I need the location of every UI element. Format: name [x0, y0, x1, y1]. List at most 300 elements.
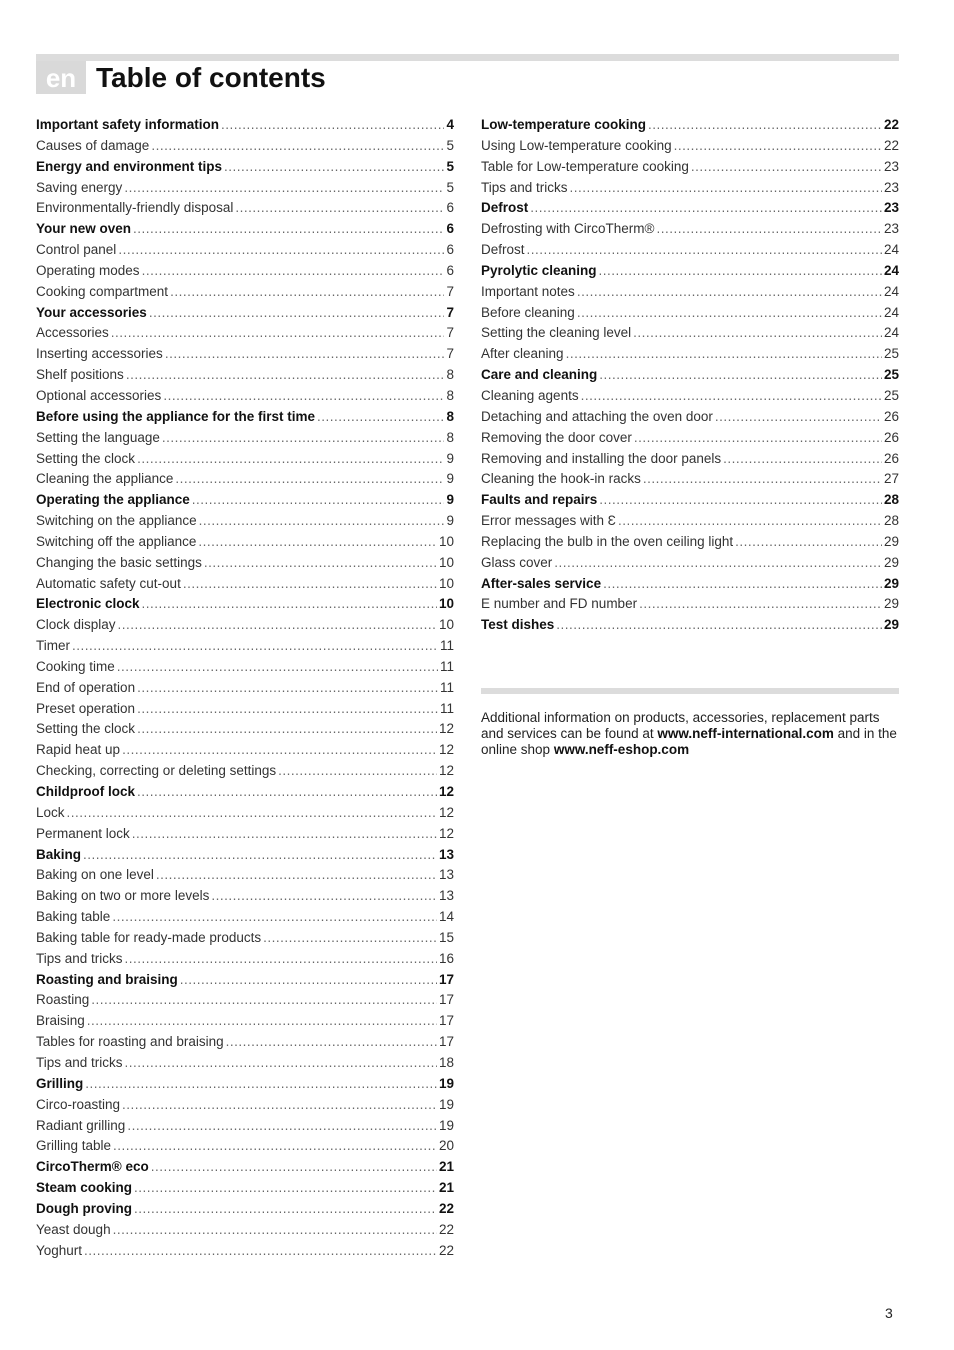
toc-entry-page: 29: [883, 554, 899, 570]
toc-entry[interactable]: [36, 1032, 454, 1053]
toc-entry-page: 10: [438, 533, 454, 549]
toc-dot-leader: [72, 636, 438, 657]
toc-dot-leader: [723, 449, 882, 470]
toc-entry-page: 23: [883, 221, 899, 237]
toc-entry-title: Baking: [36, 846, 82, 862]
toc-entry[interactable]: [481, 386, 899, 407]
toc-entry-title: Switching off the appliance: [36, 533, 197, 549]
toc-entry[interactable]: [36, 365, 454, 386]
toc-entry-page: 21: [438, 1180, 454, 1196]
toc-dot-leader: [577, 282, 882, 303]
toc-entry[interactable]: [481, 532, 899, 553]
toc-entry-title: Lock: [36, 804, 65, 820]
toc-dot-leader: [137, 782, 437, 803]
toc-entry-page: 8: [446, 429, 454, 445]
toc-entry-title: Electronic clock: [36, 596, 140, 612]
toc-dot-leader: [111, 323, 445, 344]
toc-entry-title: Cooking compartment: [36, 283, 169, 299]
toc-dot-leader: [715, 407, 882, 428]
page-number: 3: [885, 1305, 893, 1321]
toc-entry[interactable]: [36, 1241, 454, 1262]
toc-entry-page: 12: [438, 825, 454, 841]
toc-entry[interactable]: [36, 719, 454, 740]
toc-entry-title: Removing the door cover: [481, 429, 632, 445]
toc-entry-page: 8: [446, 408, 454, 424]
toc-entry-title: Operating modes: [36, 262, 140, 278]
section-divider: [481, 688, 899, 694]
toc-dot-leader: [151, 1157, 437, 1178]
toc-entry[interactable]: [36, 949, 454, 970]
toc-dot-leader: [67, 803, 437, 824]
toc-entry-page: 24: [883, 242, 899, 258]
toc-entry-title: Shelf positions: [36, 367, 124, 383]
toc-entry[interactable]: [481, 553, 899, 574]
toc-entry-title: Steam cooking: [36, 1180, 133, 1196]
toc-entry[interactable]: [36, 865, 454, 886]
toc-entry-page: 22: [438, 1242, 454, 1258]
toc-dot-leader: [113, 1220, 437, 1241]
toc-entry-title: Yeast dough: [36, 1221, 111, 1237]
toc-dot-leader: [124, 178, 444, 199]
toc-entry[interactable]: [36, 1011, 454, 1032]
toc-entry-title: Timer: [36, 638, 70, 654]
toc-entry-page: 17: [438, 1013, 454, 1029]
toc-left-column: [36, 115, 454, 1261]
toc-entry[interactable]: [36, 282, 454, 303]
toc-entry-page: 19: [438, 1075, 454, 1091]
toc-entry-page: 24: [883, 283, 899, 299]
toc-entry[interactable]: [36, 657, 454, 678]
toc-entry[interactable]: [481, 428, 899, 449]
toc-entry-page: 12: [438, 742, 454, 758]
toc-entry[interactable]: [36, 699, 454, 720]
toc-dot-leader: [137, 719, 437, 740]
toc-entry-page: 5: [446, 158, 454, 174]
toc-entry-page: 13: [438, 846, 454, 862]
toc-dot-leader: [83, 845, 437, 866]
toc-entry-title: Before cleaning: [481, 304, 575, 320]
toc-entry-page: 9: [446, 450, 454, 466]
toc-dot-leader: [170, 282, 444, 303]
toc-entry-title: Environmentally-friendly disposal: [36, 200, 234, 216]
toc-dot-leader: [224, 157, 444, 178]
toc-entry[interactable]: [36, 907, 454, 928]
toc-entry[interactable]: [481, 344, 899, 365]
toc-dot-leader: [639, 594, 882, 615]
toc-entry-page: 29: [883, 596, 899, 612]
toc-dot-leader: [151, 136, 444, 157]
toc-entry-title: Important notes: [481, 283, 575, 299]
toc-dot-leader: [84, 1241, 437, 1262]
toc-dot-leader: [165, 344, 445, 365]
toc-entry-title: Yoghurt: [36, 1242, 83, 1258]
toc-entry-page: 20: [438, 1138, 454, 1154]
toc-entry[interactable]: [36, 511, 454, 532]
toc-entry-page: 15: [438, 929, 454, 945]
toc-entry-page: 19: [438, 1096, 454, 1112]
toc-entry[interactable]: [36, 219, 454, 240]
toc-entry[interactable]: [481, 115, 899, 136]
toc-entry-title: Operating the appliance: [36, 492, 190, 508]
toc-entry-title: Detaching and attaching the oven door: [481, 408, 713, 424]
toc-dot-leader: [137, 678, 438, 699]
toc-entry[interactable]: [481, 574, 899, 595]
toc-entry[interactable]: [36, 157, 454, 178]
toc-entry-page: 7: [446, 283, 454, 299]
toc-dot-leader: [199, 511, 445, 532]
toc-entry[interactable]: [481, 407, 899, 428]
toc-dot-leader: [118, 615, 437, 636]
toc-entry-page: 6: [446, 262, 454, 278]
toc-dot-leader: [211, 886, 437, 907]
toc-entry-page: 26: [883, 408, 899, 424]
toc-entry[interactable]: [481, 136, 899, 157]
toc-entry-title: Replacing the bulb in the oven ceiling light: [481, 533, 734, 549]
toc-entry[interactable]: [36, 449, 454, 470]
toc-dot-leader: [643, 469, 882, 490]
toc-dot-leader: [180, 970, 437, 991]
toc-entry-page: 8: [446, 387, 454, 403]
additional-info: [481, 710, 899, 758]
toc-entry-page: 23: [883, 158, 899, 174]
toc-dot-leader: [618, 511, 882, 532]
toc-entry[interactable]: [36, 178, 454, 199]
toc-entry[interactable]: [36, 803, 454, 824]
toc-entry[interactable]: [36, 1178, 454, 1199]
toc-dot-leader: [556, 615, 882, 636]
toc-entry[interactable]: [36, 824, 454, 845]
toc-entry[interactable]: [481, 594, 899, 615]
toc-entry[interactable]: [36, 761, 454, 782]
toc-entry-title: Energy and environment tips: [36, 158, 223, 174]
toc-dot-leader: [142, 261, 445, 282]
toc-entry-title: Setting the language: [36, 429, 160, 445]
toc-entry[interactable]: [36, 344, 454, 365]
toc-entry[interactable]: [36, 136, 454, 157]
info-link-international[interactable]: www.neff-international.com: [657, 726, 834, 741]
toc-dot-leader: [648, 115, 882, 136]
toc-entry-title: Defrosting with CircoTherm®: [481, 221, 655, 237]
toc-entry-title: Test dishes: [481, 617, 555, 633]
toc-entry[interactable]: [36, 782, 454, 803]
toc-entry-title: Control panel: [36, 242, 117, 258]
toc-entry[interactable]: [481, 323, 899, 344]
toc-dot-leader: [527, 240, 882, 261]
toc-entry-page: 23: [883, 200, 899, 216]
toc-entry-page: 14: [438, 909, 454, 925]
toc-entry-title: Cooking time: [36, 658, 115, 674]
toc-entry-title: Grilling table: [36, 1138, 112, 1154]
toc-entry[interactable]: [36, 303, 454, 324]
toc-dot-leader: [192, 490, 445, 511]
toc-entry-page: 21: [438, 1159, 454, 1175]
toc-entry-title: E number and FD number: [481, 596, 638, 612]
toc-entry[interactable]: [36, 115, 454, 136]
toc-entry[interactable]: [36, 1136, 454, 1157]
toc-dot-leader: [657, 219, 882, 240]
toc-entry-title: Defrost: [481, 200, 529, 216]
toc-entry[interactable]: [36, 845, 454, 866]
toc-dot-leader: [221, 115, 444, 136]
toc-entry[interactable]: [36, 407, 454, 428]
toc-entry[interactable]: [36, 970, 454, 991]
info-link-eshop[interactable]: www.neff-eshop.com: [553, 742, 690, 757]
toc-dot-leader: [204, 553, 437, 574]
toc-dot-leader: [137, 699, 438, 720]
toc-entry-page: 26: [883, 429, 899, 445]
toc-entry-title: CircoTherm® eco: [36, 1159, 149, 1175]
toc-entry-title: Radiant grilling: [36, 1117, 126, 1133]
toc-dot-leader: [117, 657, 438, 678]
toc-entry[interactable]: [36, 1220, 454, 1241]
toc-entry[interactable]: [481, 449, 899, 470]
toc-dot-leader: [122, 1095, 437, 1116]
toc-entry[interactable]: [36, 740, 454, 761]
toc-entry-page: 24: [883, 325, 899, 341]
toc-entry[interactable]: [481, 365, 899, 386]
toc-entry[interactable]: [481, 219, 899, 240]
toc-dot-leader: [156, 865, 437, 886]
toc-entry[interactable]: [36, 928, 454, 949]
toc-entry-title: Clock display: [36, 617, 116, 633]
toc-entry-page: 7: [446, 325, 454, 341]
toc-entry-page: 28: [883, 492, 899, 508]
toc-entry-title: Cleaning the appliance: [36, 471, 174, 487]
toc-dot-leader: [149, 303, 445, 324]
toc-entry[interactable]: [36, 261, 454, 282]
toc-entry[interactable]: [36, 990, 454, 1011]
toc-entry-title: Using Low-temperature cooking: [481, 137, 672, 153]
toc-entry-page: 10: [438, 596, 454, 612]
toc-entry[interactable]: [36, 428, 454, 449]
toc-entry-page: 10: [438, 575, 454, 591]
toc-entry-page: 23: [883, 179, 899, 195]
toc-entry[interactable]: [36, 886, 454, 907]
toc-entry-page: 17: [438, 1034, 454, 1050]
toc-entry[interactable]: [481, 282, 899, 303]
toc-entry[interactable]: [481, 178, 899, 199]
toc-dot-leader: [118, 240, 444, 261]
toc-dot-leader: [162, 428, 445, 449]
toc-entry-page: 29: [883, 533, 899, 549]
toc-entry-title: Tips and tricks: [36, 1054, 123, 1070]
toc-entry-page: 11: [439, 679, 454, 695]
toc-entry[interactable]: [36, 1095, 454, 1116]
toc-dot-leader: [163, 386, 444, 407]
toc-dot-leader: [112, 907, 437, 928]
toc-entry-page: 28: [883, 513, 899, 529]
toc-dot-leader: [175, 469, 444, 490]
toc-dot-leader: [183, 574, 437, 595]
toc-entry-page: 22: [438, 1221, 454, 1237]
info-text-1: Additional information on products, accessories, replacement parts and services can be found at: [481, 710, 880, 741]
toc-dot-leader: [122, 740, 437, 761]
toc-entry-title: Checking, correcting or deleting settings: [36, 763, 277, 779]
toc-entry[interactable]: [36, 240, 454, 261]
toc-entry-title: Cleaning the hook-in racks: [481, 471, 641, 487]
toc-entry-page: 7: [446, 304, 454, 320]
toc-dot-leader: [263, 928, 437, 949]
toc-entry-page: 22: [883, 117, 899, 132]
toc-entry-title: Pyrolytic cleaning: [481, 262, 597, 278]
toc-entry-title: Automatic safety cut-out: [36, 575, 181, 591]
toc-entry[interactable]: [481, 157, 899, 178]
toc-dot-leader: [113, 1136, 437, 1157]
toc-entry[interactable]: [36, 469, 454, 490]
toc-entry-title: End of operation: [36, 679, 136, 695]
toc-entry-title: Removing and installing the door panels: [481, 450, 722, 466]
toc-dot-leader: [126, 365, 445, 386]
toc-dot-leader: [87, 1011, 437, 1032]
toc-entry-page: 25: [883, 346, 899, 362]
toc-entry-title: Inserting accessories: [36, 346, 163, 362]
toc-dot-leader: [634, 428, 882, 449]
toc-entry-page: 4: [446, 117, 454, 132]
toc-entry[interactable]: [481, 511, 899, 532]
toc-entry-page: 16: [438, 950, 454, 966]
toc-entry-title: Roasting and braising: [36, 971, 178, 987]
toc-entry-title: Cleaning agents: [481, 387, 579, 403]
toc-entry-title: Glass cover: [481, 554, 553, 570]
toc-entry[interactable]: [36, 1074, 454, 1095]
toc-dot-leader: [603, 574, 882, 595]
toc-entry-page: 18: [438, 1054, 454, 1070]
toc-dot-leader: [134, 1178, 437, 1199]
toc-entry-page: 13: [438, 867, 454, 883]
toc-entry-page: 19: [438, 1117, 454, 1133]
toc-entry-page: 24: [883, 304, 899, 320]
toc-entry[interactable]: [36, 1199, 454, 1220]
toc-entry[interactable]: [36, 1116, 454, 1137]
toc-entry-page: 11: [439, 658, 454, 674]
toc-entry-title: Defrost: [481, 242, 525, 258]
toc-entry-page: 29: [883, 617, 899, 633]
toc-dot-leader: [133, 219, 444, 240]
toc-entry[interactable]: [36, 594, 454, 615]
toc-dot-leader: [691, 157, 882, 178]
toc-dot-leader: [599, 261, 882, 282]
toc-entry[interactable]: [36, 198, 454, 219]
toc-entry-page: 11: [439, 700, 454, 716]
toc-entry[interactable]: [36, 490, 454, 511]
toc-entry[interactable]: [36, 636, 454, 657]
toc-entry-page: 29: [883, 575, 899, 591]
toc-entry-title: Braising: [36, 1013, 85, 1029]
toc-entry[interactable]: [481, 198, 899, 219]
toc-entry-title: Tips and tricks: [481, 179, 568, 195]
toc-entry[interactable]: [36, 574, 454, 595]
toc-dot-leader: [577, 303, 882, 324]
toc-entry[interactable]: [481, 469, 899, 490]
toc-entry-page: 9: [446, 492, 454, 508]
toc-entry-title: Accessories: [36, 325, 109, 341]
toc-dot-leader: [581, 386, 882, 407]
toc-entry-title: Saving energy: [36, 179, 123, 195]
toc-dot-leader: [137, 449, 444, 470]
toc-entry-page: 10: [438, 617, 454, 633]
toc-entry-title: Circo-roasting: [36, 1096, 121, 1112]
toc-dot-leader: [554, 553, 882, 574]
toc-entry-title: Error messages with Ɛ: [481, 513, 616, 529]
toc-entry[interactable]: [36, 678, 454, 699]
toc-entry[interactable]: [36, 1053, 454, 1074]
toc-dot-leader: [674, 136, 882, 157]
toc-entry[interactable]: [36, 532, 454, 553]
toc-entry-page: 17: [438, 971, 454, 987]
toc-dot-leader: [142, 594, 437, 615]
toc-entry-page: 5: [446, 179, 454, 195]
toc-dot-leader: [226, 1032, 437, 1053]
toc-entry-page: 6: [446, 200, 454, 216]
toc-entry-title: Tables for roasting and braising: [36, 1034, 224, 1050]
toc-dot-leader: [134, 1199, 437, 1220]
toc-entry-title: After-sales service: [481, 575, 602, 591]
toc-entry-title: Causes of damage: [36, 137, 150, 153]
toc-entry-title: Care and cleaning: [481, 367, 598, 383]
toc-entry-title: Optional accessories: [36, 387, 162, 403]
toc-entry-title: Your new oven: [36, 221, 132, 237]
toc-entry-title: After cleaning: [481, 346, 564, 362]
toc-entry-title: Baking table: [36, 909, 111, 925]
toc-entry-title: Faults and repairs: [481, 492, 598, 508]
toc-entry-title: Setting the clock: [36, 721, 136, 737]
toc-dot-leader: [85, 1074, 437, 1095]
toc-dot-leader: [599, 365, 882, 386]
toc-entry-page: 25: [883, 387, 899, 403]
toc-dot-leader: [235, 198, 444, 219]
toc-entry[interactable]: [481, 303, 899, 324]
toc-entry-title: Roasting: [36, 992, 90, 1008]
toc-dot-leader: [735, 532, 882, 553]
toc-entry[interactable]: [481, 240, 899, 261]
toc-dot-leader: [132, 824, 437, 845]
toc-entry-title: Baking on one level: [36, 867, 154, 883]
language-badge: en: [36, 61, 86, 94]
toc-entry-page: 6: [446, 221, 454, 237]
toc-entry[interactable]: [36, 1157, 454, 1178]
toc-entry-page: 9: [446, 471, 454, 487]
toc-entry-page: 12: [438, 804, 454, 820]
toc-entry-title: Switching on the appliance: [36, 513, 197, 529]
toc-entry[interactable]: [36, 553, 454, 574]
toc-entry-title: Important safety information: [36, 117, 220, 132]
toc-entry[interactable]: [481, 490, 899, 511]
toc-entry-title: Setting the clock: [36, 450, 136, 466]
toc-entry[interactable]: [481, 261, 899, 282]
toc-entry-page: 12: [438, 784, 454, 799]
toc-entry-page: 17: [438, 992, 454, 1008]
toc-dot-leader: [566, 344, 882, 365]
toc-entry-page: 8: [446, 367, 454, 383]
toc-entry-page: 10: [438, 554, 454, 570]
toc-entry-title: Table for Low-temperature cooking: [481, 158, 689, 174]
toc-entry[interactable]: [36, 323, 454, 344]
toc-dot-leader: [317, 407, 444, 428]
toc-entry-page: 25: [883, 367, 899, 383]
toc-dot-leader: [599, 490, 882, 511]
toc-entry-title: Baking on two or more levels: [36, 888, 210, 904]
toc-entry[interactable]: [481, 615, 899, 636]
toc-entry-page: 27: [883, 471, 899, 487]
toc-entry-title: Before using the appliance for the first time: [36, 408, 316, 424]
toc-entry-title: Childproof lock: [36, 784, 135, 799]
toc-dot-leader: [91, 990, 437, 1011]
toc-entry-title: Dough proving: [36, 1200, 132, 1216]
toc-entry[interactable]: [36, 615, 454, 636]
toc-entry[interactable]: [36, 386, 454, 407]
toc-entry-title: Preset operation: [36, 700, 136, 716]
toc-entry-page: 7: [446, 346, 454, 362]
